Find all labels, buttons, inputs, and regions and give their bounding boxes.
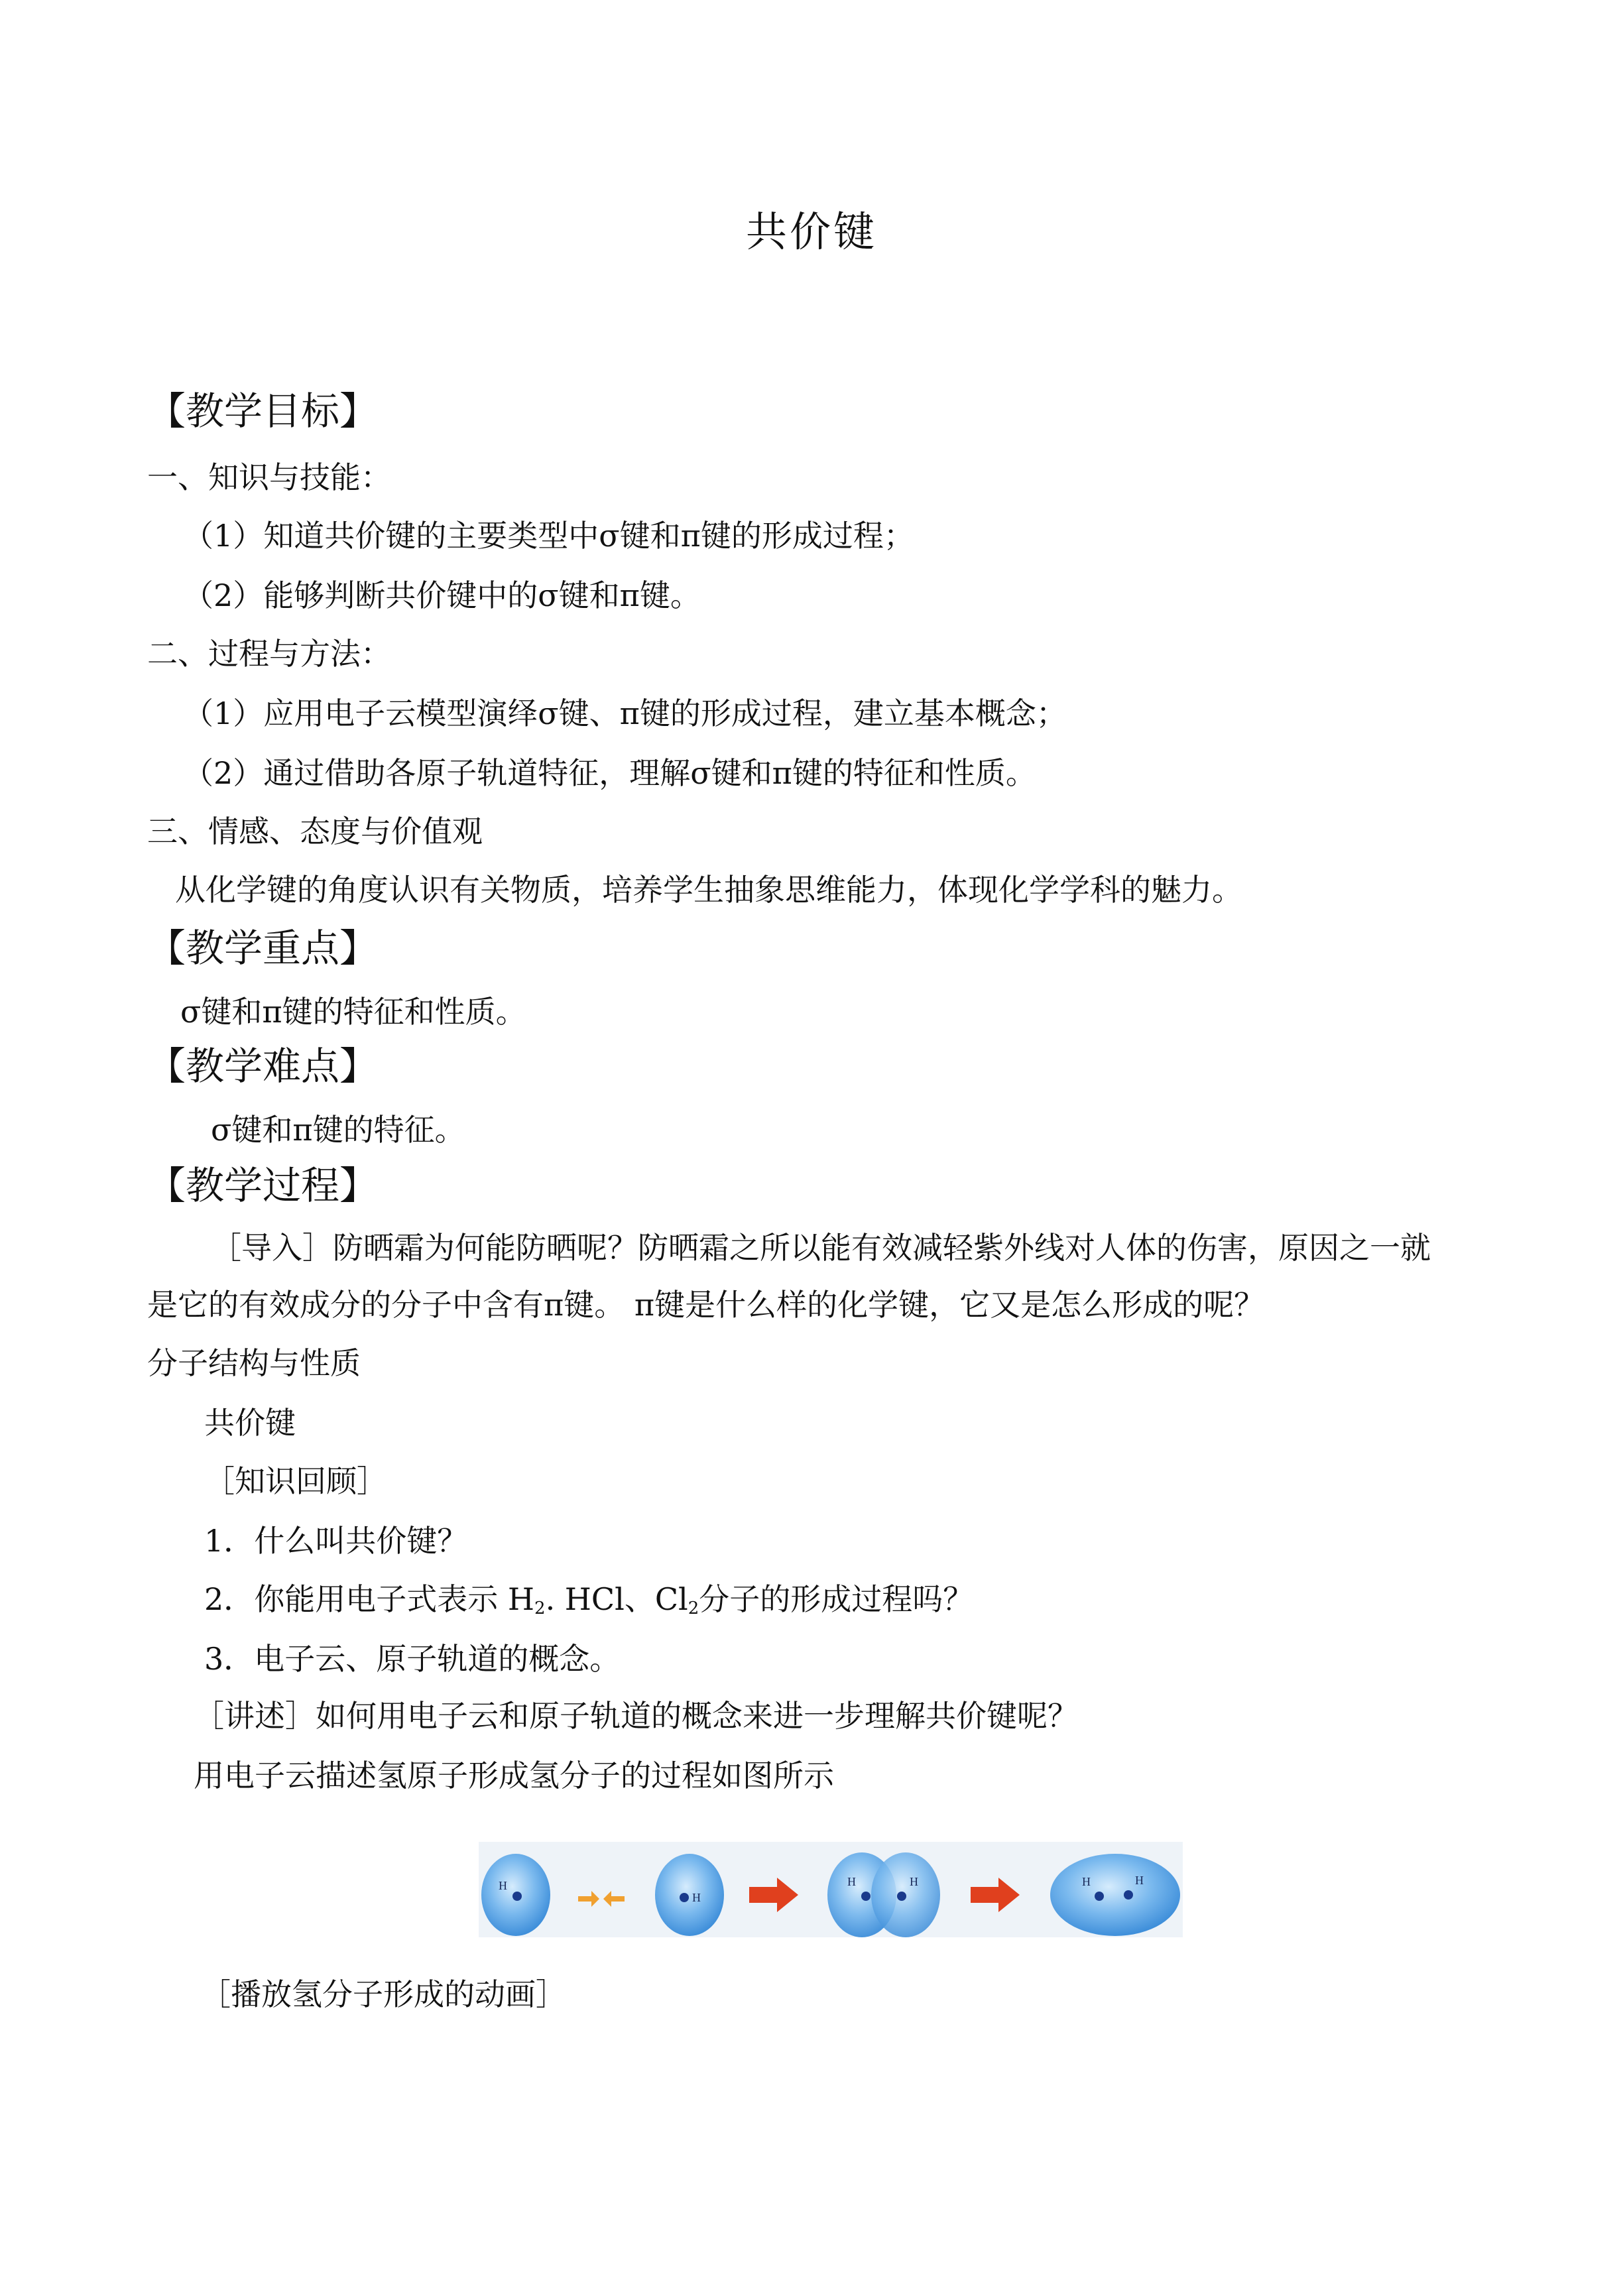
structure-heading: 分子结构与性质 bbox=[147, 1345, 361, 1381]
atom-label: H bbox=[692, 1891, 701, 1904]
h-atom-cloud-2 bbox=[655, 1854, 724, 1936]
atom-label: H bbox=[847, 1875, 856, 1888]
objective-knowledge-1: （1）知道共价键的主要类型中σ键和π键的形成过程； bbox=[183, 518, 914, 554]
objective-knowledge-2: （2）能够判断共价键中的σ键和π键。 bbox=[183, 577, 701, 613]
animation-note: ［播放氢分子形成的动画］ bbox=[200, 1976, 566, 2012]
objective-knowledge: 一、知识与技能： bbox=[147, 459, 391, 495]
section-process: 【教学过程】 bbox=[147, 1163, 379, 1208]
h-atom-cloud-1 bbox=[481, 1854, 550, 1936]
objective-values: 三、情感、态度与价值观 bbox=[147, 814, 483, 849]
hydrogen-molecule-figure bbox=[479, 1842, 1183, 1937]
intro-line-1: ［导入］防晒霜为何能防晒呢？防晒霜之所以能有效减轻紫外线对人体的伤害，原因之一就 bbox=[211, 1230, 1431, 1266]
objective-process: 二、过程与方法： bbox=[147, 636, 391, 672]
question-1: 1．什么叫共价键？ bbox=[204, 1523, 468, 1559]
arrow-icon bbox=[971, 1878, 1020, 1912]
section-objectives: 【教学目标】 bbox=[147, 389, 379, 434]
page-title: 共价键 bbox=[745, 208, 877, 256]
lecture-line: ［讲述］如何用电子云和原子轨道的概念来进一步理解共价键呢？ bbox=[194, 1698, 1078, 1734]
atom-label: H bbox=[1135, 1874, 1144, 1887]
objective-process-1: （1）应用电子云模型演绎σ键、π键的形成过程，建立基本概念； bbox=[183, 695, 1067, 731]
approach-arrows-icon bbox=[578, 1891, 625, 1907]
difficulty-text: σ键和π键的特征。 bbox=[211, 1112, 465, 1148]
overlapping-clouds bbox=[827, 1852, 940, 1937]
figure-caption: 用电子云描述氢原子形成氢分子的过程如图所示 bbox=[194, 1758, 834, 1793]
atom-label: H bbox=[1082, 1875, 1091, 1888]
intro-line-2: 是它的有效成分的分子中含有π键。 π键是什么样的化学键，它又是怎么形成的呢？ bbox=[147, 1287, 1265, 1323]
review-heading: ［知识回顾］ bbox=[204, 1463, 387, 1499]
atom-label: H bbox=[910, 1875, 918, 1888]
h2-molecule-cloud bbox=[1050, 1854, 1180, 1936]
question-2: 2．你能用电子式表示 $H_2$. HCl、$Cl_2$分子的形成过程吗？ bbox=[204, 1581, 974, 1618]
objective-values-1: 从化学键的角度认识有关物质，培养学生抽象思维能力，体现化学学科的魅力。 bbox=[175, 872, 1242, 908]
key-points-text: σ键和π键的特征和性质。 bbox=[180, 994, 526, 1030]
atom-label: H bbox=[499, 1879, 507, 1892]
question-3: 3．电子云、原子轨道的概念。 bbox=[204, 1641, 621, 1677]
covalent-heading: 共价键 bbox=[204, 1405, 296, 1441]
objective-process-2: （2）通过借助各原子轨道特征，理解σ键和π键的特征和性质。 bbox=[183, 755, 1036, 791]
section-difficulty: 【教学难点】 bbox=[147, 1044, 379, 1089]
arrow-icon bbox=[749, 1878, 798, 1912]
section-key-points: 【教学重点】 bbox=[147, 926, 379, 971]
